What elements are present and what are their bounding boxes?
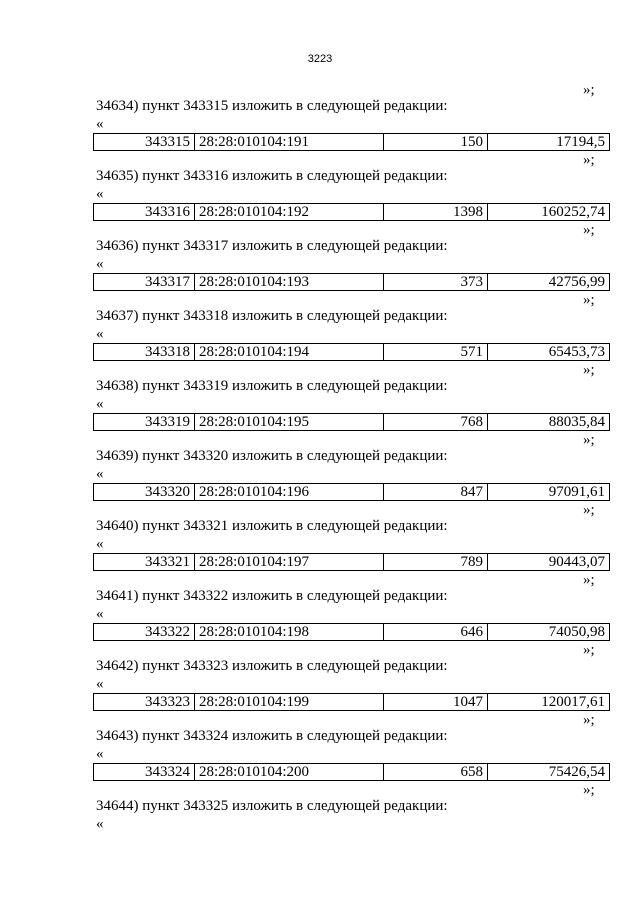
area-cell: 658 — [384, 764, 488, 781]
value-cell: 97091,61 — [488, 484, 610, 501]
table-row — [94, 344, 610, 361]
area-cell: 1047 — [384, 694, 488, 711]
area-cell: 768 — [384, 414, 488, 431]
amendment-paragraph: 34640) пункт 343321 изложить в следующей редакции: — [96, 518, 448, 534]
amendment-paragraph: 34634) пункт 343315 изложить в следующей редакции: — [96, 98, 448, 114]
area-cell: 373 — [384, 274, 488, 291]
opening-quote: « — [96, 466, 104, 482]
value-cell: 160252,74 — [488, 204, 610, 221]
item-number-cell: 343318 — [94, 344, 195, 361]
table-row — [94, 204, 610, 221]
data-table-row — [93, 553, 610, 571]
data-table-row — [93, 343, 610, 361]
closing-quote: »; — [583, 572, 595, 588]
item-number-cell: 343319 — [94, 414, 195, 431]
item-number-cell: 343316 — [94, 204, 195, 221]
opening-quote: « — [96, 396, 104, 412]
area-cell: 847 — [384, 484, 488, 501]
item-number-cell: 343317 — [94, 274, 195, 291]
closing-quote: »; — [583, 152, 595, 168]
value-cell: 17194,5 — [488, 134, 610, 151]
opening-quote: « — [96, 186, 104, 202]
amendment-paragraph: 34639) пункт 343320 изложить в следующей редакции: — [96, 448, 448, 464]
item-number-cell: 343320 — [94, 484, 195, 501]
opening-quote: « — [96, 606, 104, 622]
cadastral-number-cell: 28:28:010104:200 — [195, 764, 384, 781]
page-number: 3223 — [307, 53, 333, 65]
item-number-cell: 343321 — [94, 554, 195, 571]
data-table-row — [93, 133, 610, 151]
table-row — [94, 134, 610, 151]
item-number-cell: 343322 — [94, 624, 195, 641]
table-row — [94, 624, 610, 641]
opening-quote: « — [96, 746, 104, 762]
data-table-row — [93, 483, 610, 501]
closing-quote: »; — [583, 782, 595, 798]
opening-quote: « — [96, 326, 104, 342]
data-table-row — [93, 693, 610, 711]
closing-quote: »; — [583, 222, 595, 238]
cadastral-number-cell: 28:28:010104:192 — [195, 204, 384, 221]
value-cell: 75426,54 — [488, 764, 610, 781]
amendment-paragraph: 34642) пункт 343323 изложить в следующей редакции: — [96, 658, 448, 674]
value-cell: 42756,99 — [488, 274, 610, 291]
area-cell: 1398 — [384, 204, 488, 221]
item-number-cell: 343315 — [94, 134, 195, 151]
data-table-row — [93, 763, 610, 781]
value-cell: 88035,84 — [488, 414, 610, 431]
area-cell: 571 — [384, 344, 488, 361]
cadastral-number-cell: 28:28:010104:194 — [195, 344, 384, 361]
amendment-paragraph: 34643) пункт 343324 изложить в следующей редакции: — [96, 728, 448, 744]
table-row — [94, 694, 610, 711]
value-cell: 120017,61 — [488, 694, 610, 711]
item-number-cell: 343324 — [94, 764, 195, 781]
amendment-paragraph: 34636) пункт 343317 изложить в следующей редакции: — [96, 238, 448, 254]
closing-quote: »; — [583, 642, 595, 658]
area-cell: 646 — [384, 624, 488, 641]
amendment-paragraph: 34637) пункт 343318 изложить в следующей редакции: — [96, 308, 448, 324]
data-table-row — [93, 273, 610, 291]
cadastral-number-cell: 28:28:010104:199 — [195, 694, 384, 711]
cadastral-number-cell: 28:28:010104:198 — [195, 624, 384, 641]
data-table-row — [93, 203, 610, 221]
value-cell: 65453,73 — [488, 344, 610, 361]
cadastral-number-cell: 28:28:010104:191 — [195, 134, 384, 151]
table-row — [94, 764, 610, 781]
amendment-paragraph: 34638) пункт 343319 изложить в следующей редакции: — [96, 378, 448, 394]
closing-quote: »; — [583, 502, 595, 518]
cadastral-number-cell: 28:28:010104:195 — [195, 414, 384, 431]
opening-quote: « — [96, 116, 104, 132]
opening-quote: « — [96, 256, 104, 272]
amendment-paragraph: 34635) пункт 343316 изложить в следующей редакции: — [96, 168, 448, 184]
closing-quote: »; — [583, 292, 595, 308]
closing-quote: »; — [583, 362, 595, 378]
table-row — [94, 274, 610, 291]
amendment-paragraph: 34644) пункт 343325 изложить в следующей редакции: — [96, 798, 448, 814]
data-table-row — [93, 413, 610, 431]
area-cell: 789 — [384, 554, 488, 571]
cadastral-number-cell: 28:28:010104:196 — [195, 484, 384, 501]
closing-quote: »; — [583, 432, 595, 448]
opening-quote: « — [96, 816, 104, 832]
cadastral-number-cell: 28:28:010104:197 — [195, 554, 384, 571]
amendment-paragraph: 34641) пункт 343322 изложить в следующей редакции: — [96, 588, 448, 604]
item-number-cell: 343323 — [94, 694, 195, 711]
value-cell: 90443,07 — [488, 554, 610, 571]
opening-quote: « — [96, 536, 104, 552]
table-row — [94, 554, 610, 571]
data-table-row — [93, 623, 610, 641]
table-row — [94, 484, 610, 501]
cadastral-number-cell: 28:28:010104:193 — [195, 274, 384, 291]
opening-quote: « — [96, 676, 104, 692]
closing-quote: »; — [583, 82, 595, 98]
closing-quote: »; — [583, 712, 595, 728]
area-cell: 150 — [384, 134, 488, 151]
table-row — [94, 414, 610, 431]
value-cell: 74050,98 — [488, 624, 610, 641]
